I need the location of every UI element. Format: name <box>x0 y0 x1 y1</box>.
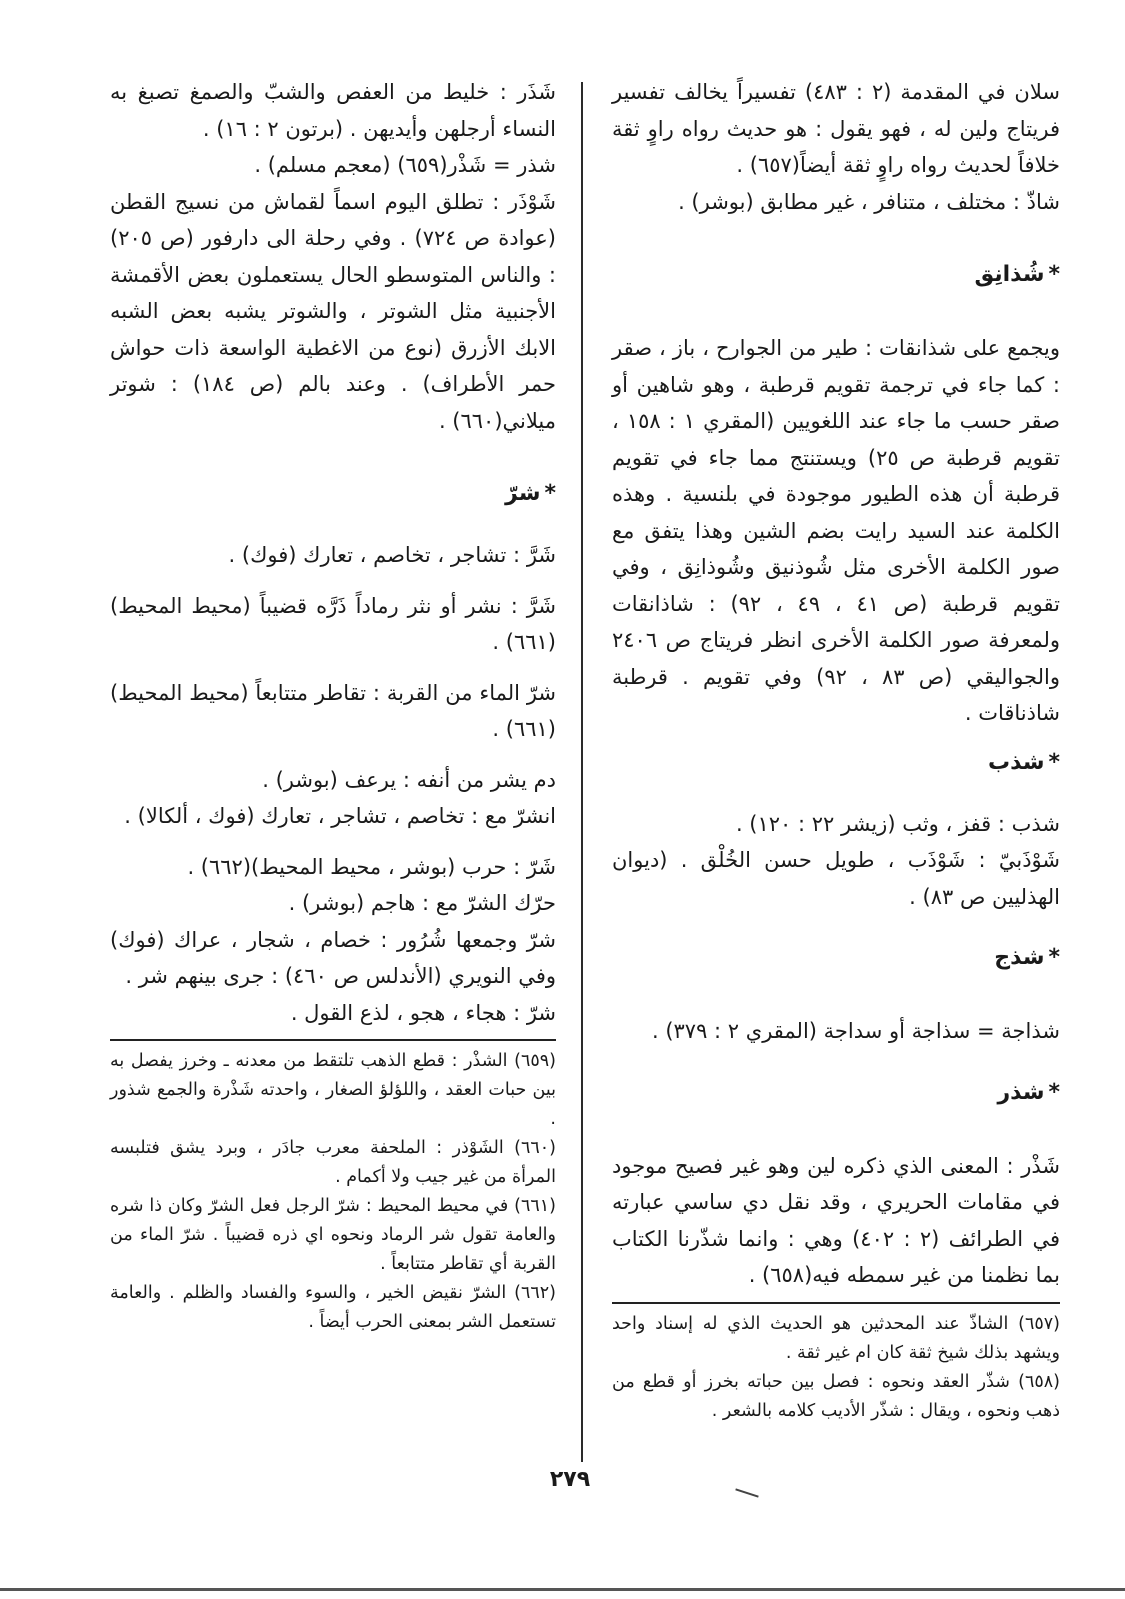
entry-shudhaniq-body: ويجمع على شذانقات : طير من الجوارح ، باز ، صقر : كما جاء في ترجمة تقويم قرطبة ، وهو شاهين أو صقر حسب ما جاء عند اللغويين (المقري ١ : ١٥٨ ، تقويم قرطبة ص ٢٥) ويستنتج مما جاء في تقويم قرطبة أن هذه الطيور موجودة في بلنسية . وهذه الكلمة عند السيد رايت بضم الشين وهذا يتفق مع صور الكلمة الأخرى مثل شُوذنيق وشُوذانِق ، وفي تقويم قرطبة (ص ٤١ ، ٤٩ ، ٩٢) : شاذانقات ولمعرفة صور الكلمة الأخرى انظر فريتاج ص ٢٤٠٦ والجواليقي (ص ٨٣ ، ٩٢) وفي تقويم . قرطبة شاذناقات . <box>612 336 1060 725</box>
entry-heading-shadhar <box>612 1076 1060 1110</box>
entry-heading-shadhaj <box>612 941 1060 975</box>
entry-sharr-9: شرّ : هجاء ، هجو ، لذع القول . <box>290 1000 556 1025</box>
footnote-660: (٦٦٠) الشَوْذر : الملحفة معرب جادَر ، وبرد يشق فتلبسه المرأة من غير جيب ولا أكمام . <box>110 1138 556 1187</box>
heading-text: شذب <box>988 749 1045 775</box>
entry-sharr-1: شَرَّ : تشاجر ، تخاصم ، تعارك (فوك) . <box>228 543 556 567</box>
entry-sharr-6: شَرّ : حرب (بوشر ، محيط المحيط)(٦٦٢) . <box>187 854 556 879</box>
page-number: ٢٧٩ <box>549 1467 591 1492</box>
entry-heading-shadhab <box>612 746 1060 780</box>
entry-sharr-8: شرّ وجمعها شُرُور : خصام ، شجار ، عراك (فوك) وفي النويري (الأندلس ص ٤٦٠) : جرى بينهم شر . <box>110 927 556 988</box>
star-marker: * <box>1048 262 1060 287</box>
heading-text: شُذانِق <box>974 262 1045 287</box>
entry-intro-continued: سلان في المقدمة (٢ : ٤٨٣) تفسيراً يخالف تفسير فريتاج ولين له ، فهو يقول : هو حديث رواه راوٍ ثقة خلافاً لحديث رواه راوٍ ثقة أيضاً(٦٥٧) . <box>612 80 1060 177</box>
entry-sharr-4: دم يشر من أنفه : يرعف (بوشر) . <box>262 767 556 792</box>
footnote-659: (٦٥٩) الشذْر : قطع الذهب تلتقط من معدنه ـ وخرز يفصل به بين حبات العقد ، واللؤلؤ الصغار ، واحدته شَذْرة والجمع شذور . <box>110 1051 556 1129</box>
footnote-662: (٦٦٢) الشرّ نقيض الخير ، والسوء والفساد والظلم . والعامة تستعمل الشر بمعنى الحرب أيضاً . <box>110 1283 556 1332</box>
entry-heading-shudhaniq <box>612 258 1060 292</box>
entry-shawdhar: شَوْذَر : تطلق اليوم اسماً لقماش من نسيج القطن (عوادة ص ٧٢٤) . وفي رحلة الى دارفور (ص ٢٠٥) : والناس المتوسطو الحال يستعملون بعض الأقمشة الأجنبية مثل الشوتر ، والشوتر يشبه بعض الشبه الابك الأزرق (نوع من الاغطية الواسعة ذات حواش حمر الأطراف) . وعند بالم (ص ١٨٤) : شوتر ميلاني(٦٦٠) . <box>110 189 556 433</box>
entry-shadhaj-body: شذاجة = سذاجة أو سداجة (المقري ٢ : ٣٧٩) . <box>651 1019 1060 1043</box>
star-marker: * <box>1048 1079 1060 1105</box>
star-marker: * <box>1048 749 1060 775</box>
footnote-rule <box>612 1302 1060 1304</box>
left-column <box>110 74 556 1337</box>
footnote-657: (٦٥٧) الشاذّ عند المحدثين هو الحديث الذي له إسناد واحد ويشهد بذلك شيخ ثقة كان ام غير ثقة . <box>612 1313 1060 1363</box>
scan-mark <box>735 1488 758 1497</box>
entry-shadh: شاذّ : مختلف ، متنافر ، غير مطابق (بوشر) . <box>678 189 1060 214</box>
entry-sharr-3: شرّ الماء من القربة : تقاطر متتابعاً (محيط المحيط)(٦٦١) . <box>110 680 556 741</box>
heading-text: شذر <box>997 1079 1045 1105</box>
star-marker: * <box>1048 945 1060 970</box>
column-divider <box>581 82 583 1462</box>
entry-shadhab-1: شذب : قفز ، وثب (زيشر ٢٢ : ١٢٠) . <box>735 811 1060 836</box>
star-marker: * <box>544 481 556 506</box>
footnote-658: (٦٥٨) شذّر العقد ونحوه : فصل بين حباته بخرز أو قطع من ذهب ونحوه ، ويقال : شذّر الأديب كلامه بالشعر . <box>612 1371 1060 1421</box>
entry-shadhar-gum: شَذَر : خليط من العفص والشبّ والصمغ تصبغ به النساء أرجلهن وأيديهن . (برتون ٢ : ١٦) . <box>110 80 556 141</box>
entry-sharr-7: حرّك الشرّ مع : هاجم (بوشر) . <box>288 891 556 915</box>
footnote-661: (٦٦١) في محيط المحيط : شرّ الرجل فعل الشرّ وكان ذا شره والعامة تقول شر الرماد ونحوه اي ذره قضيباً . شرّ الماء من القربة أي تقاطر متتابعاً . <box>110 1196 556 1274</box>
footnote-rule <box>110 1039 556 1041</box>
entry-shadhab-2: شَوْذَبيّ : شَوْذَب ، طويل حسن الخُلْق . (ديوان الهذليين ص ٨٣) . <box>612 848 1060 909</box>
heading-text: شرّ <box>505 481 541 506</box>
entry-heading-sharr <box>110 477 556 511</box>
entry-sharr-5: انشرّ مع : تخاصم ، تشاجر ، تعارك (فوك ، ألكالا) . <box>124 804 556 828</box>
heading-text: شذج <box>994 945 1045 970</box>
entry-sharr-2: شَرَّ : نشر أو نثر رماداً ذَرَّه قضيباً (محيط المحيط)(٦٦١) . <box>110 593 556 654</box>
right-column <box>612 74 1060 1426</box>
entry-shadhar-body: شَذْر : المعنى الذي ذكره لين وهو غير فصيح موجود في مقامات الحريري ، وقد نقل دي ساسي عبارته في الطرائف (٢ : ٤٠٢) وهي : وانما شذّرنا الكتاب بما نظمنا من غير سمطه فيه(٦٥٨) . <box>612 1153 1060 1287</box>
scan-edge <box>0 1588 1125 1591</box>
entry-shadhr: شذر = شَذْر(٦٥٩) (معجم مسلم) . <box>254 153 556 177</box>
